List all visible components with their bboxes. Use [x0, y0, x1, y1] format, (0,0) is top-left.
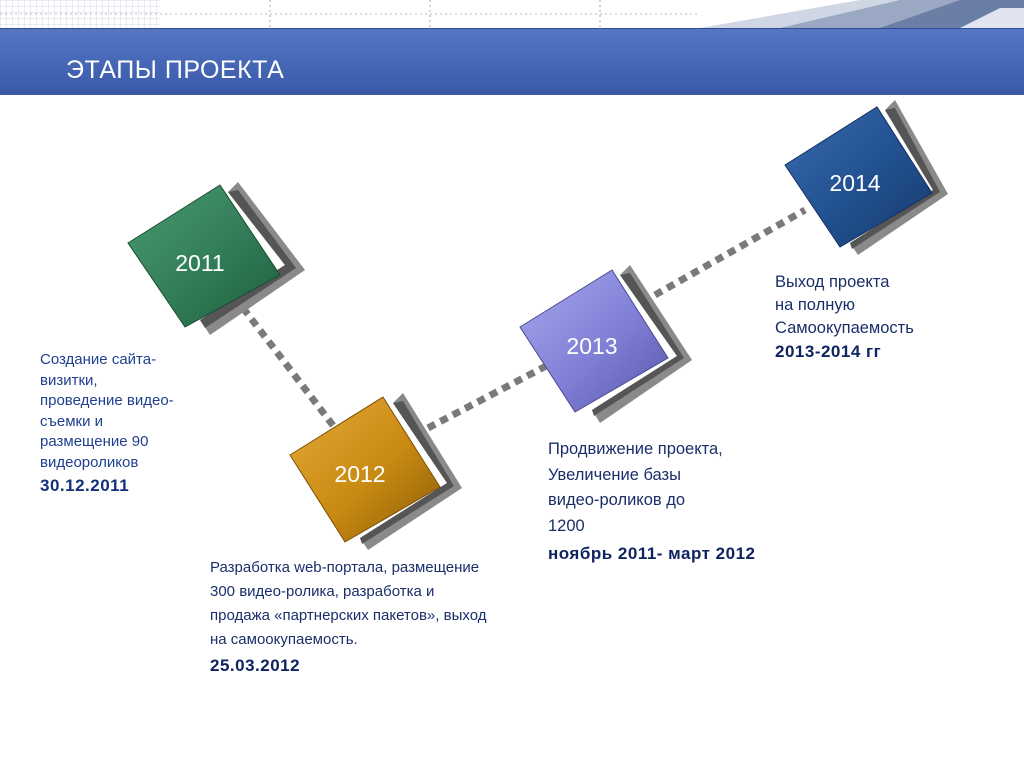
- stage-description-2013: [548, 437, 848, 567]
- page-title: ЭТАПЫ ПРОЕКТА: [66, 56, 285, 84]
- description-line: съемки и: [40, 412, 104, 430]
- stage-date: 2013-2014 гг: [775, 342, 882, 361]
- stage-year-2014: 2014: [829, 170, 881, 196]
- stage-year-2013: 2013: [566, 333, 618, 359]
- stage-description-2014: [775, 271, 985, 363]
- stage-date: ноябрь 2011- март 2012: [548, 544, 756, 563]
- description-line: видеороликов: [40, 453, 139, 471]
- description-line: Создание сайта-: [40, 351, 157, 368]
- description-line: 1200: [548, 516, 585, 535]
- description-line: на самоокупаемость.: [210, 631, 358, 648]
- stage-description-2011: [40, 350, 210, 497]
- stage-year-2012: 2012: [334, 461, 386, 487]
- description-line: Продвижение проекта,: [548, 440, 723, 458]
- description-line: Увеличение базы: [548, 465, 681, 484]
- connector-2011-2012: [243, 308, 335, 428]
- stage-date: 30.12.2011: [40, 476, 130, 495]
- connector-2012-2013: [428, 365, 548, 428]
- stage-date: 25.03.2012: [210, 656, 301, 675]
- description-line: Выход проекта: [775, 273, 890, 291]
- description-line: 300 видео-ролика, разработка и: [210, 583, 435, 600]
- description-line: Самоокупаемость: [775, 319, 914, 337]
- description-line: визитки,: [40, 371, 98, 389]
- stage-year-2011: 2011: [175, 250, 225, 276]
- connector-lines: [243, 210, 805, 428]
- description-line: видео-роликов до: [548, 491, 686, 509]
- description-line: на полную: [775, 296, 855, 314]
- description-line: проведение видео-: [40, 392, 174, 409]
- description-line: размещение 90: [40, 433, 149, 450]
- stage-description-2012: [210, 556, 550, 678]
- description-line: Разработка web-портала, размещение: [210, 559, 480, 576]
- description-line: продажа «партнерских пакетов», выход: [210, 607, 487, 624]
